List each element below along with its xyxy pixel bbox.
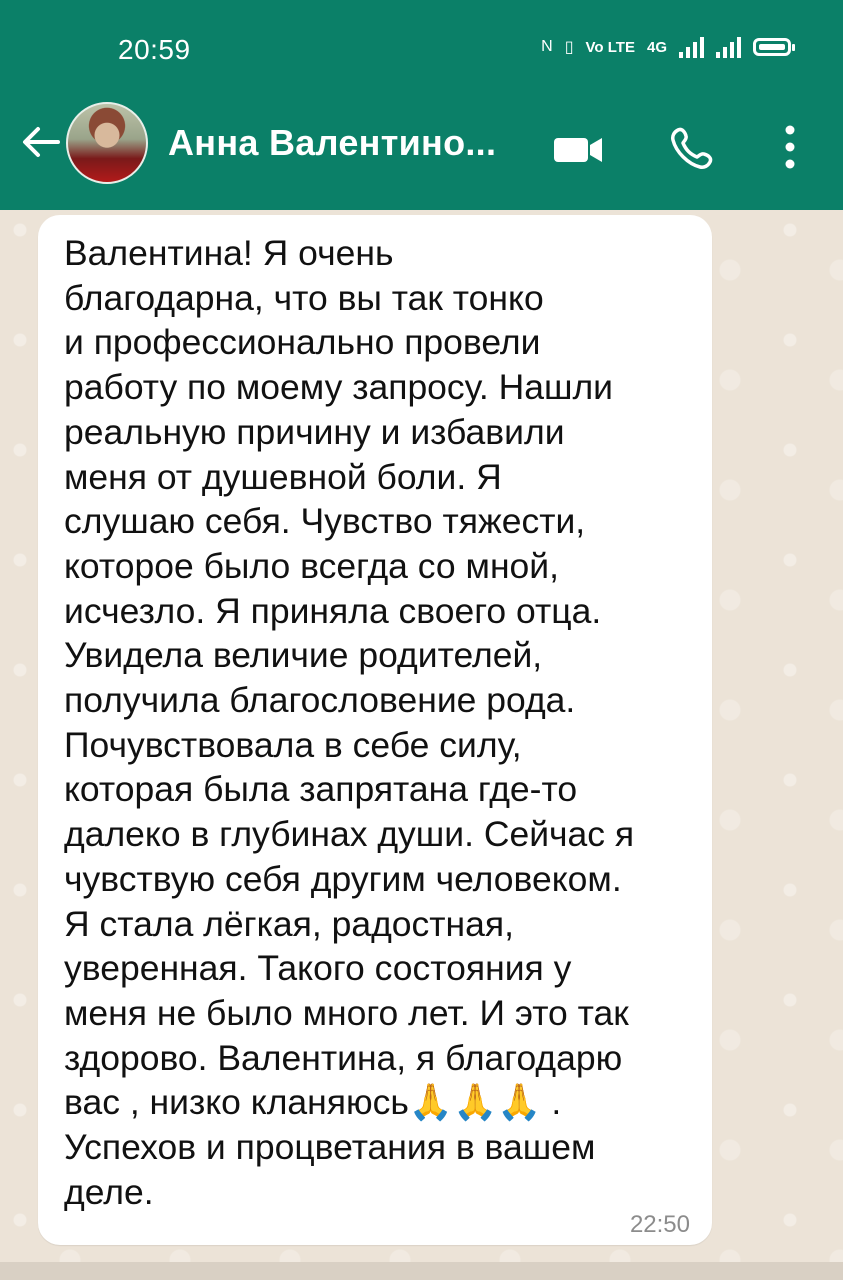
message-timestamp: 22:50 bbox=[629, 1211, 690, 1238]
network-type-label: 4G bbox=[646, 38, 667, 56]
avatar[interactable] bbox=[66, 102, 148, 184]
signal-strength-icon bbox=[679, 36, 704, 58]
volte-label: Vo LTE bbox=[585, 38, 635, 56]
more-vert-icon[interactable] bbox=[782, 124, 798, 170]
contact-name[interactable]: Анна Валентино... bbox=[168, 122, 497, 163]
status-bar-icons bbox=[541, 36, 791, 58]
phone-icon[interactable] bbox=[668, 124, 716, 172]
status-bar-time: 20:59 bbox=[118, 34, 191, 65]
battery-icon bbox=[753, 38, 791, 56]
incoming-message-bubble[interactable] bbox=[38, 215, 712, 1245]
next-message-edge bbox=[0, 1262, 843, 1280]
chat-header bbox=[0, 0, 843, 210]
back-arrow-icon[interactable] bbox=[18, 120, 62, 164]
video-call-icon[interactable] bbox=[552, 130, 606, 168]
vibrate-icon: ▯ bbox=[564, 39, 574, 56]
nfc-icon: N bbox=[541, 38, 553, 55]
signal-strength-2-icon bbox=[716, 36, 741, 58]
message-text: Валентина! Я очень благодарна, что вы так тонко и профессионально провели работу по моему запросу. Нашли реальную причину и избавили меня от душевной боли. Я слушаю себя. Чувство тяжести, которое было всегда со мной, исчезло. Я приняла своего отца. Увидела величие родителей, получила благословение рода. Почувствовала в себе силу, которая была запрятана где-то далеко в глубинах души. Сейчас я чувствую себя другим человеком. Я стала лёгкая, радостная, уверенная. Такого состояния у меня не было много лет. И это так здорово. Валентина, я благодарю вас , низко кланяюсь🙏🙏🙏 . Успехов и процветания в вашем деле. bbox=[64, 233, 635, 1212]
